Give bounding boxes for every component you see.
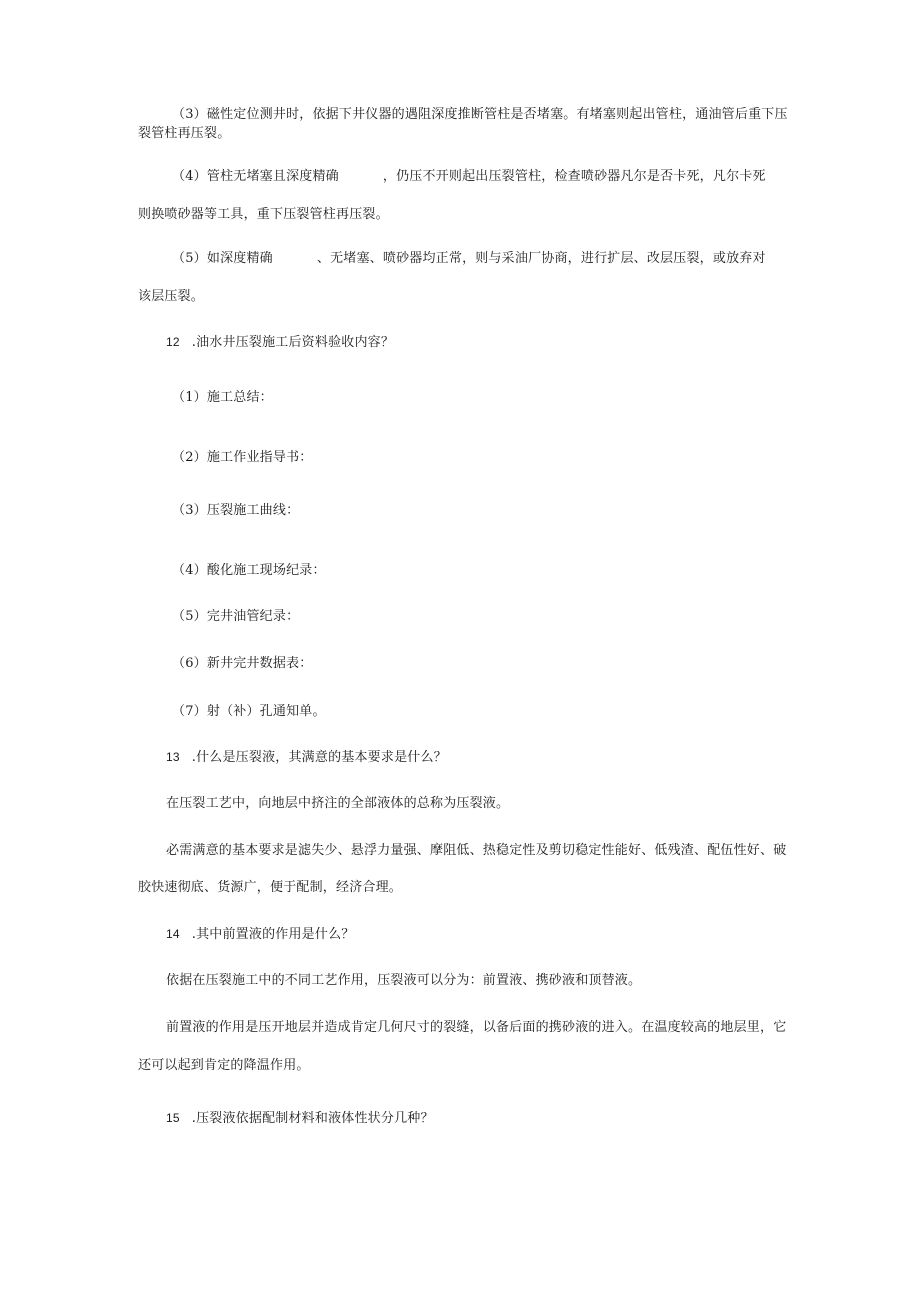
paragraph-5-text-a: （5）如深度精确 [172,251,273,266]
paragraph-5-line-1 [172,250,766,267]
question-12-number: 12 [166,335,180,349]
question-12-heading [166,334,394,351]
question-14-answer-2-line-1: 前置液的作用是压开地层并造成肯定几何尺寸的裂缝，以备后面的携砂液的进入。在温度较高的地层里，它 [166,1020,787,1035]
question-13-heading [166,749,447,766]
question-12-title: .油水井压裂施工后资料验收内容？ [191,335,395,350]
question-13-answer-2-line-1: 必需满意的基本要求是滤失少、悬浮力量强、摩阻低、热稳定性及剪切稳定性能好、低残渣、配伍性好、破 [166,843,787,858]
question-14-title: .其中前置液的作用是什么？ [191,927,355,942]
paragraph-5-line-2: 该层压裂。 [138,289,205,304]
question-13-answer-2-line-2: 胶快速彻底、货源广，便于配制，经济合理。 [138,880,403,895]
paragraph-5-text-b: 、无堵塞、喷砂器均正常，则与采油厂协商，进行扩层、改层压裂，或放弃对 [316,251,766,266]
question-12-item-5: （5）完井油管纪录： [172,609,300,624]
question-14-answer-2-line-2: 还可以起到肯定的降温作用。 [138,1058,310,1073]
question-14-answer-1: 依据在压裂施工中的不同工艺作用，压裂液可以分为：前置液、携砂液和顶替液。 [166,973,642,988]
paragraph-4-text-b: ，仍压不开则起出压裂管柱，检查喷砂器凡尔是否卡死，凡尔卡死 [382,169,766,184]
question-15-heading [166,1110,434,1127]
paragraph-3-line-2: 裂管柱再压裂。 [138,126,231,141]
question-13-number: 13 [166,750,180,764]
paragraph-4-text-a: （4）管柱无堵塞且深度精确 [172,169,339,184]
question-15-number: 15 [166,1111,180,1125]
question-13-answer-1: 在压裂工艺中，向地层中挤注的全部液体的总称为压裂液。 [166,796,510,811]
question-15-title: .压裂液依据配制材料和液体性状分几种？ [191,1111,434,1126]
question-12-item-1: （1）施工总结： [172,390,273,405]
question-12-item-7: （7）射（补）孔通知单。 [172,704,326,719]
paragraph-4-line-1 [172,168,766,185]
question-12-item-4: （4）酸化施工现场纪录： [172,563,326,578]
paragraph-4-line-2: 则换喷砂器等工具，重下压裂管柱再压裂。 [138,207,389,222]
question-14-number: 14 [166,927,180,941]
paragraph-3-line-1: （3）磁性定位测井时，依据下井仪器的遇阻深度推断管柱是否堵塞。有堵塞则起出管柱，通油管后重下压 [172,107,788,122]
question-13-title: .什么是压裂液，其满意的基本要求是什么？ [191,750,447,765]
question-12-item-3: （3）压裂施工曲线： [172,503,300,518]
question-12-item-2: （2）施工作业指导书： [172,450,313,465]
question-12-item-6: （6）新井完井数据表： [172,656,313,671]
question-14-heading [166,926,354,943]
